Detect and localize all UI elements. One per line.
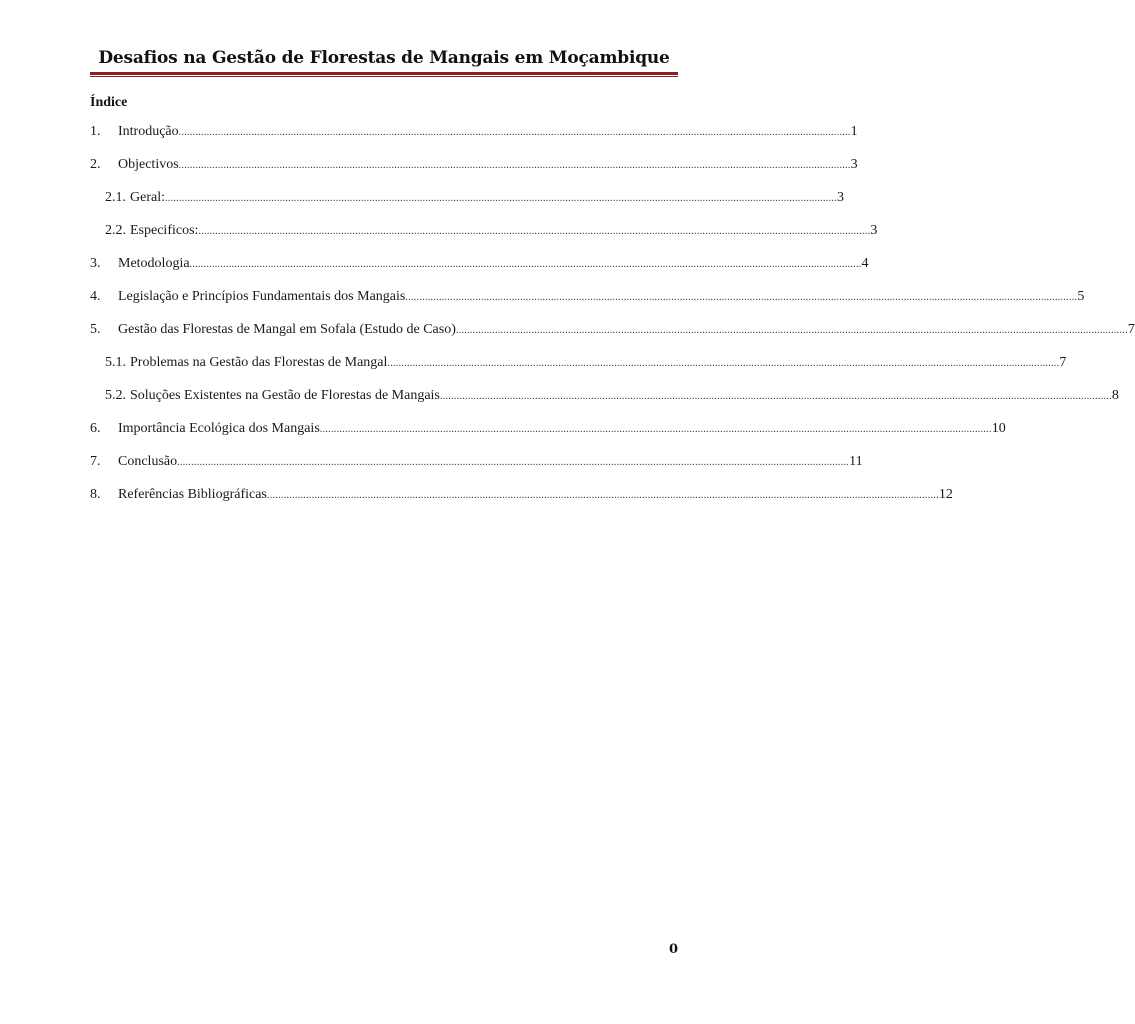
toc-entry-5-2[interactable] [90, 386, 1119, 419]
toc-entry-number: 2.1. [105, 190, 126, 205]
toc-entry-title: Referências Bibliográficas [118, 487, 267, 502]
toc-entry-title: Geral: [130, 190, 165, 205]
toc-entry-page: 1 [850, 124, 858, 139]
toc-entry-title: Legislação e Princípios Fundamentais dos Mangais [118, 289, 406, 304]
toc-entry-2-1[interactable] [90, 188, 844, 221]
toc-entry-title: Especificos: [130, 223, 199, 238]
toc-heading: Índice [90, 95, 128, 110]
document-title: Desafios na Gestão de Florestas de Mangais em Moçambique [98, 48, 670, 68]
toc-entry-page: 3 [850, 157, 858, 172]
toc-dot-leader: ................................................................................................................................................................................................................................................ [405, 292, 1078, 303]
toc-entry-5[interactable] [90, 320, 1135, 353]
toc-entry-2[interactable] [90, 155, 858, 188]
toc-entry-number: 5.2. [105, 388, 126, 403]
toc-entry-title: Introdução [118, 124, 179, 139]
toc-entry-6[interactable] [90, 419, 1006, 452]
table-of-contents [90, 122, 1135, 518]
toc-entry-page: 5 [1077, 289, 1085, 304]
toc-entry-page: 7 [1127, 322, 1135, 337]
toc-entry-5-1[interactable] [90, 353, 1067, 386]
toc-entry-page: 10 [991, 421, 1006, 436]
toc-entry-title: Metodologia [118, 256, 190, 271]
toc-entry-page: 7 [1059, 355, 1067, 370]
toc-entry-number: 3. [90, 256, 101, 271]
toc-entry-title: Soluções Existentes na Gestão de Florestas de Mangais [130, 388, 440, 403]
toc-entry-number: 6. [90, 421, 101, 436]
toc-entry-title: Problemas na Gestão das Florestas de Mangal [130, 355, 388, 370]
toc-entry-number: 1. [90, 124, 101, 139]
toc-dot-leader: ................................................................................................................................................................................................................................................ [198, 226, 871, 237]
toc-entry-number: 5.1. [105, 355, 126, 370]
toc-entry-title: Gestão das Florestas de Mangal em Sofala (Estudo de Caso) [118, 322, 456, 337]
toc-dot-leader: ................................................................................................................................................................................................................................................ [189, 259, 862, 270]
page-number: 0 [668, 942, 678, 957]
toc-dot-leader: ................................................................................................................................................................................................................................................ [439, 391, 1112, 402]
toc-dot-leader: ................................................................................................................................................................................................................................................ [266, 490, 939, 501]
toc-dot-leader: ................................................................................................................................................................................................................................................ [319, 424, 992, 435]
toc-entry-2-2[interactable] [90, 221, 878, 254]
toc-entry-number: 2.2. [105, 223, 126, 238]
toc-entry-number: 8. [90, 487, 101, 502]
toc-entry-1[interactable] [90, 122, 858, 155]
toc-entry-4[interactable] [90, 287, 1085, 320]
toc-dot-leader: ................................................................................................................................................................................................................................................ [178, 127, 851, 138]
toc-dot-leader: ................................................................................................................................................................................................................................................ [178, 160, 851, 171]
toc-entry-page: 12 [938, 487, 953, 502]
toc-entry-page: 4 [861, 256, 869, 271]
toc-entry-number: 2. [90, 157, 101, 172]
toc-entry-title: Conclusão [118, 454, 178, 469]
toc-entry-page: 3 [870, 223, 878, 238]
toc-entry-number: 7. [90, 454, 101, 469]
header-rule [90, 72, 678, 75]
toc-entry-page: 8 [1111, 388, 1119, 403]
toc-entry-3[interactable] [90, 254, 869, 287]
toc-entry-number: 5. [90, 322, 101, 337]
toc-dot-leader: ................................................................................................................................................................................................................................................ [164, 193, 837, 204]
toc-entry-page: 3 [836, 190, 844, 205]
page-header [90, 48, 678, 68]
toc-dot-leader: ................................................................................................................................................................................................................................................ [387, 358, 1060, 369]
toc-entry-7[interactable] [90, 452, 863, 485]
toc-entry-title: Objectivos [118, 157, 179, 172]
header-rule-thin [90, 76, 678, 77]
toc-entry-8[interactable] [90, 485, 953, 518]
toc-entry-number: 4. [90, 289, 101, 304]
toc-entry-page: 11 [849, 454, 863, 469]
toc-dot-leader: ................................................................................................................................................................................................................................................ [177, 457, 850, 468]
toc-dot-leader: ................................................................................................................................................................................................................................................ [455, 325, 1128, 336]
toc-entry-title: Importância Ecológica dos Mangais [118, 421, 320, 436]
